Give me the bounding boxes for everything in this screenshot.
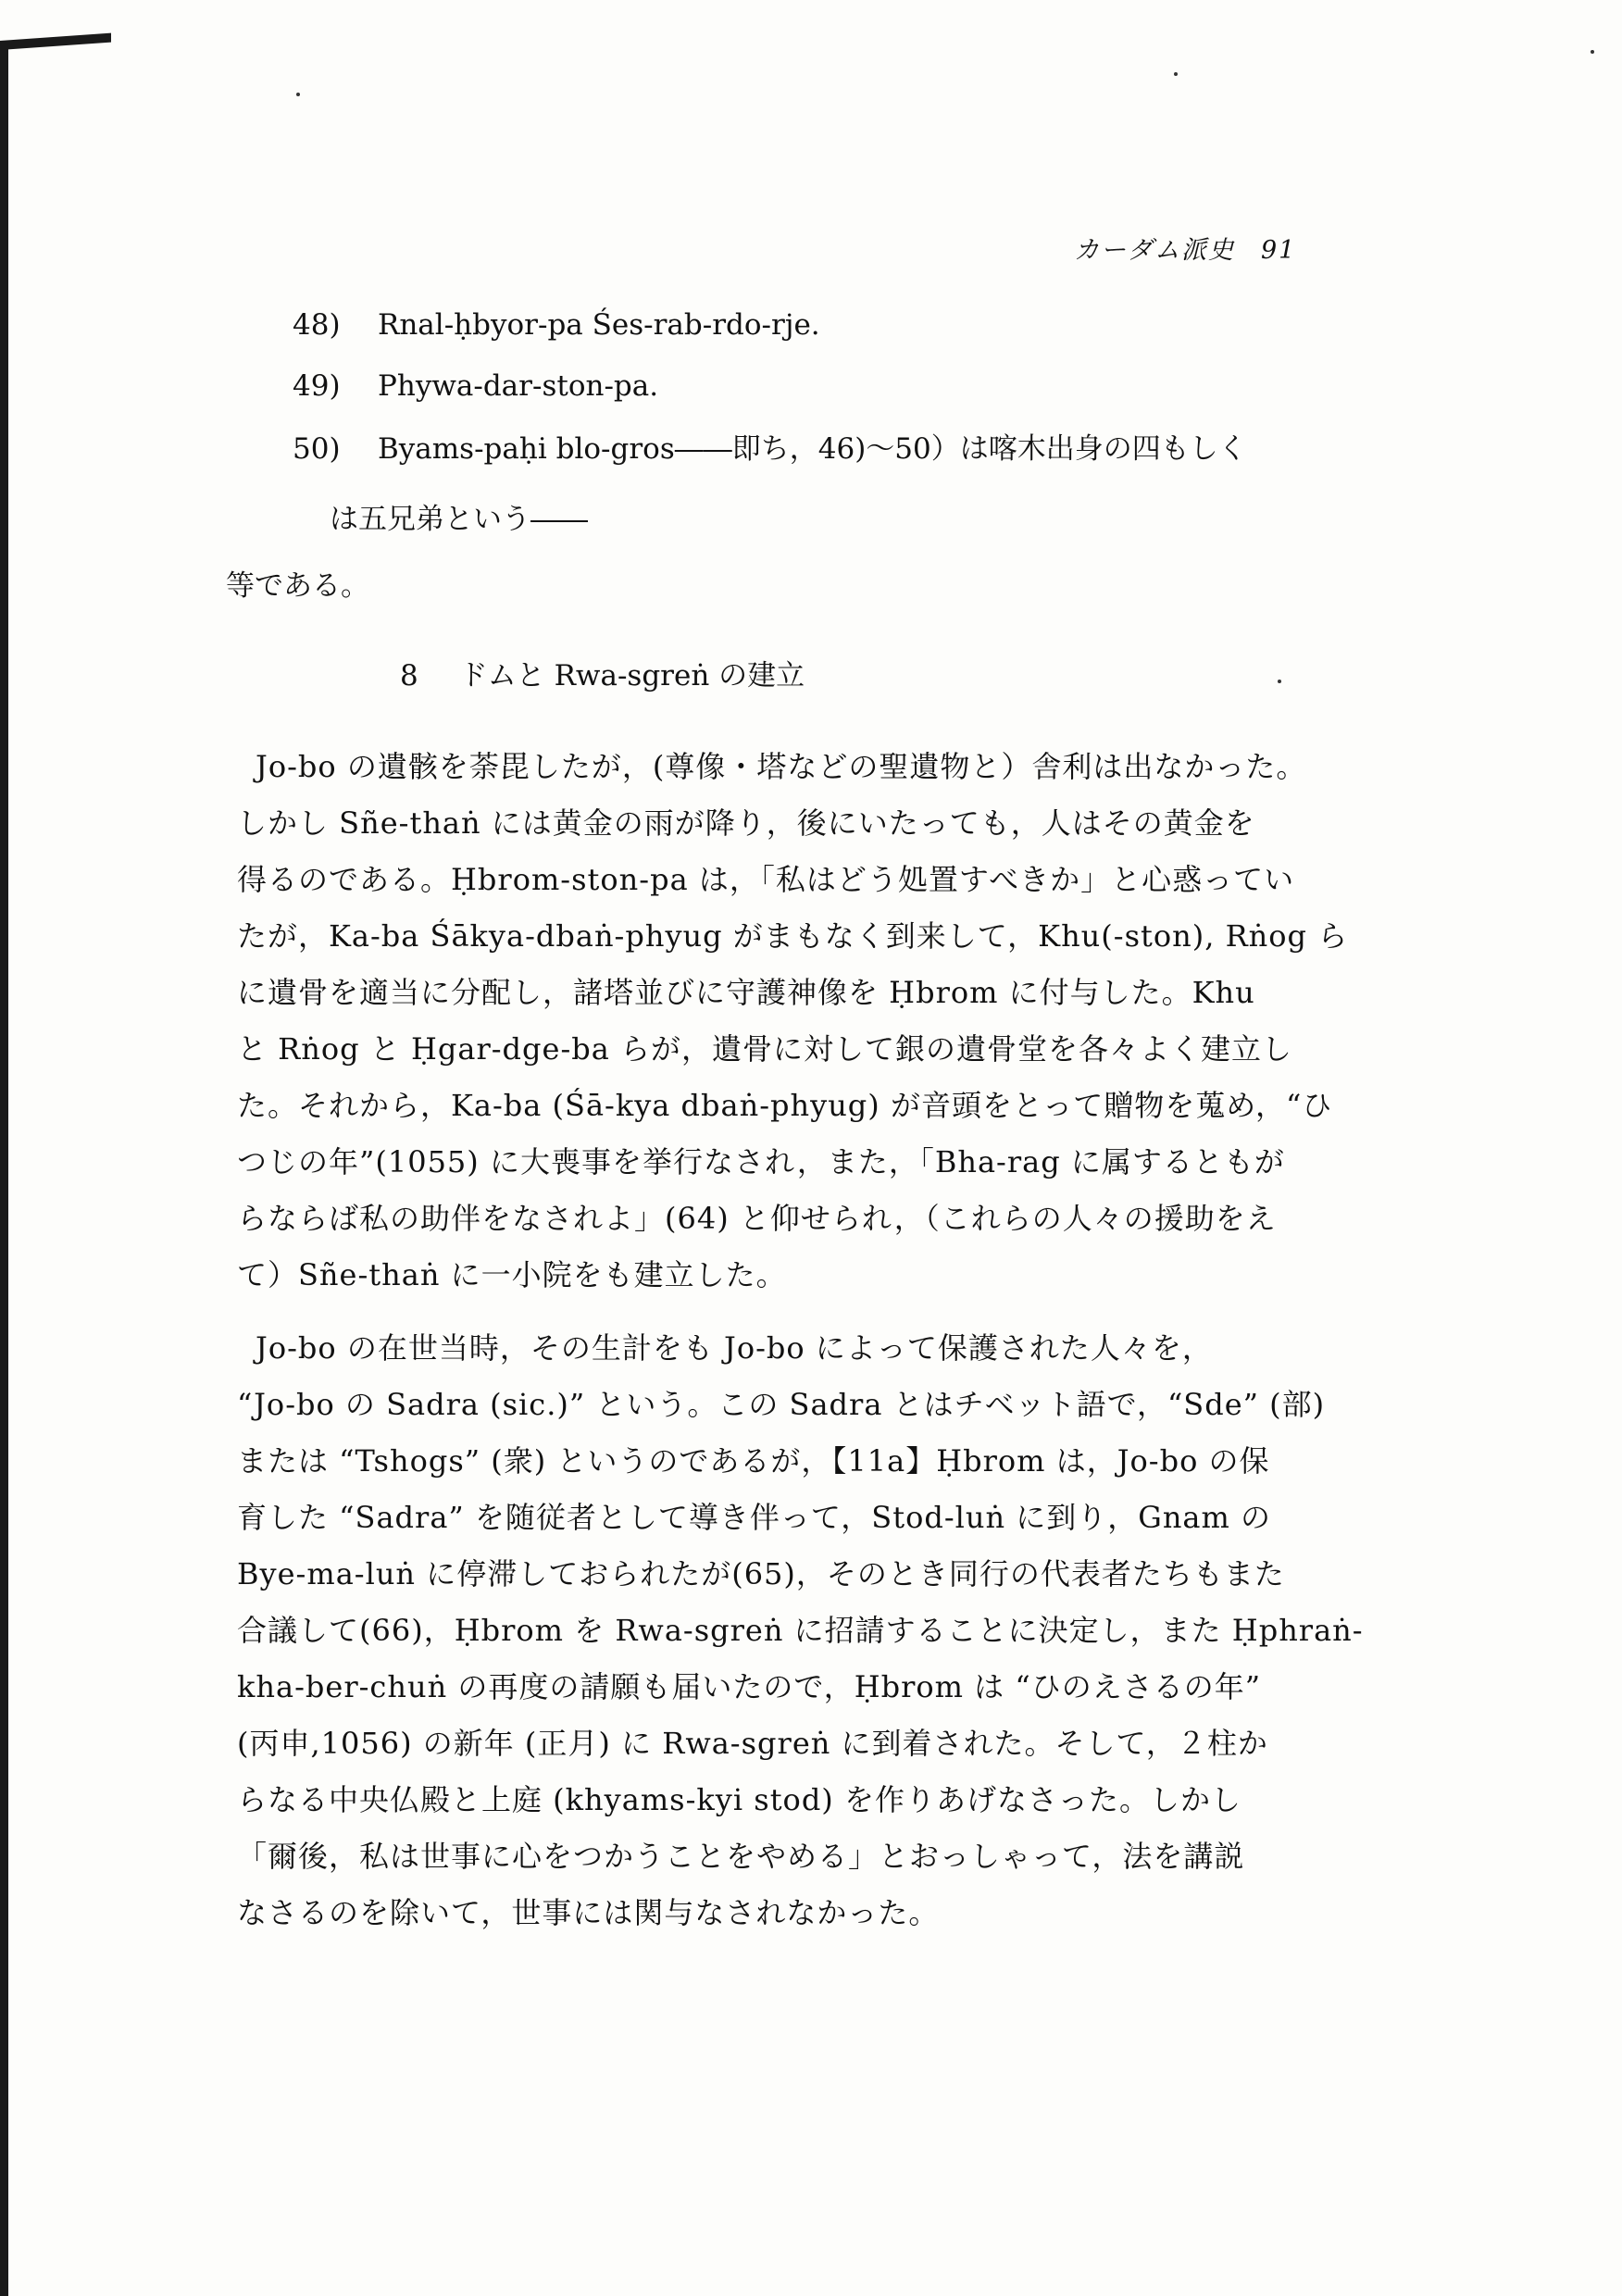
text-line: 得るのである。Ḥbrom-ston-pa は，「私はどう処置すべきか」と心惑ってい — [237, 862, 1295, 897]
text-line: たが，Ka-ba Śākya-dbaṅ-phyug がまもなく到来して，Khu(-ston), Rṅog ら — [237, 918, 1349, 954]
paragraph-1 — [237, 739, 1385, 1304]
scan-speck — [1591, 50, 1594, 54]
running-head — [1074, 230, 1296, 266]
binding-edge-top — [0, 33, 111, 50]
text-line: 「爾後，私は世事に心をつかうことをやめる」とおっしゃって，法を講説 — [237, 1839, 1245, 1874]
note-50-continuation: は五兄弟という―― — [330, 503, 588, 536]
section-number: 8 — [400, 659, 418, 693]
text-line: つじの年”(1055) に大喪事を挙行なされ，また，「Bha-rag に属するともが — [237, 1144, 1285, 1179]
text-line: (丙申,1056) の新年 (正月) に Rwa-sgreṅ に到着された。そして，２柱か — [237, 1726, 1268, 1761]
text-line: しかし Sñe-thaṅ には黄金の雨が降り，後にいたっても，人はその黄金を — [237, 805, 1255, 841]
text-line: た。それから，Ka-ba (Śā-kya dbaṅ-phyug) が音頭をとって贈物を蒐め，“ひ — [237, 1088, 1333, 1123]
text-line: または “Tshogs” (衆) というのであるが，【11a】Ḥbrom は，Jo-bo の保 — [237, 1443, 1270, 1479]
note-49 — [293, 369, 659, 403]
scan-speck — [296, 93, 300, 96]
text-line: なさるのを除いて，世事には関与なされなかった。 — [237, 1895, 940, 1930]
text-line: Bye-ma-luṅ に停滞しておられたが(65)，そのとき同行の代表者たちもまた — [237, 1556, 1285, 1591]
text-line: と Rṅog と Ḥgar-dge-ba らが，遺骨に対して銀の遺骨堂を各々よく建立し — [237, 1031, 1293, 1067]
text-line: らならば私の助伴をなされよ」(64) と仰せられ，（これらの人々の援助をえ — [237, 1201, 1277, 1236]
scan-speck — [1174, 72, 1178, 76]
binding-edge — [0, 46, 8, 2296]
scan-speck — [1278, 680, 1281, 683]
note-48 — [293, 308, 820, 342]
text-line: Jo-bo の遺骸を荼毘したが，(尊像・塔などの聖遺物と）舎利は出なかった。 — [256, 749, 1307, 784]
text-line: kha-ber-chuṅ の再度の請願も届いたので，Ḥbrom は “ひのえさるの年” — [237, 1669, 1262, 1704]
note-text: Byams-paḥi blo-gros――即ち，46)～50）は喀木出身の四もしく — [378, 432, 1247, 466]
text-line: て）Sñe-thaṅ に一小院をも建立した。 — [237, 1257, 787, 1292]
note-number: 50) — [293, 432, 341, 466]
running-head-title: カーダム派史 — [1074, 236, 1235, 265]
note-text: Rnal-ḥbyor-pa Śes-rab-rdo-rje. — [378, 308, 820, 342]
page-number: 91 — [1261, 236, 1297, 265]
text-line: 育した “Sadra” を随従者として導き伴って，Stod-luṅ に到り，Gnam の — [237, 1500, 1272, 1535]
note-50 — [293, 432, 1247, 466]
note-number: 48) — [293, 308, 341, 342]
paragraph-2 — [237, 1320, 1385, 1941]
closing-text: 等である。 — [226, 569, 369, 603]
section-heading — [400, 652, 805, 693]
text-line: 合議して(66)，Ḥbrom を Rwa-sgreṅ に招請することに決定し，また Ḥphraṅ- — [237, 1613, 1364, 1648]
note-text: Phywa-dar-ston-pa. — [378, 369, 659, 403]
text-line: らなる中央仏殿と上庭 (khyams-kyi stod) を作りあげなさった。しかし — [237, 1782, 1241, 1817]
text-line: “Jo-bo の Sadra (sic.)” という。この Sadra とはチベット語で，“Sde” (部) — [237, 1387, 1326, 1422]
section-title: ドムと Rwa-sgreṅ の建立 — [458, 659, 805, 693]
note-number: 49) — [293, 369, 341, 403]
text-line: Jo-bo の在世当時，その生計をも Jo-bo によって保護された人々を， — [256, 1330, 1213, 1366]
text-line: に遺骨を適当に分配し，諸塔並びに守護神像を Ḥbrom に付与した。Khu — [237, 975, 1255, 1010]
